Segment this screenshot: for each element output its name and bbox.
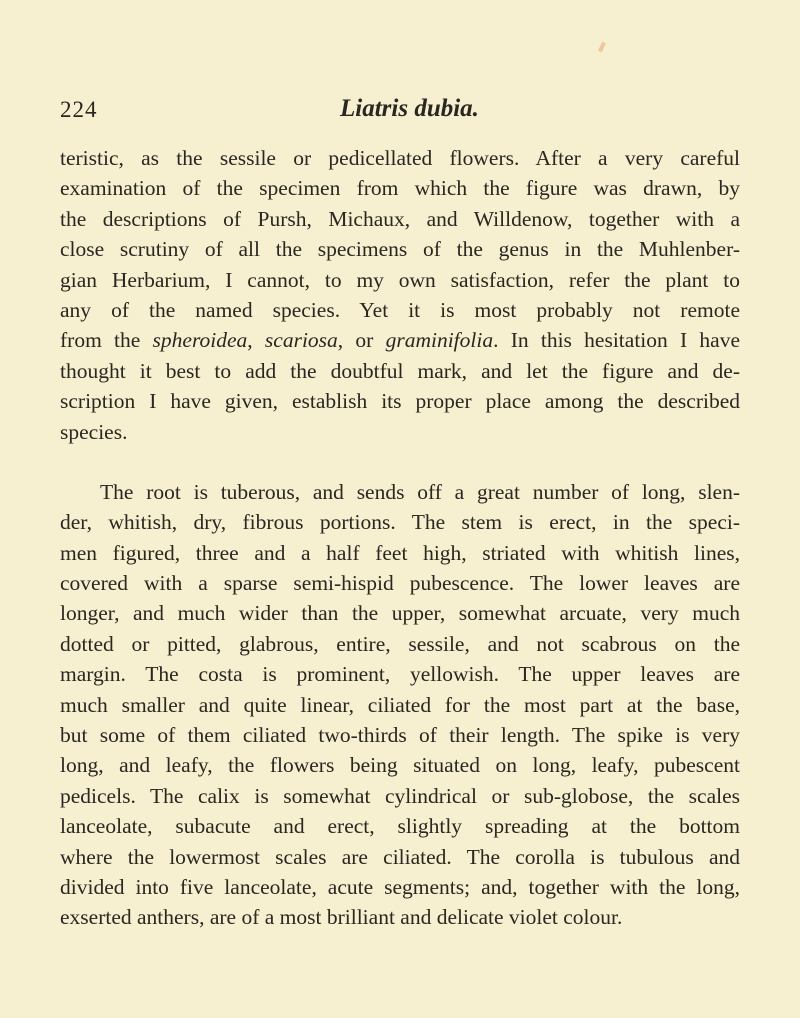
text-line: long, and leafy, the flowers being situated on long, leafy, pubescent xyxy=(60,753,740,778)
running-head xyxy=(0,97,800,131)
text-line: any of the named species. Yet it is most probably not remote xyxy=(60,297,740,322)
text-line: examination of the specimen from which the figure was drawn, by xyxy=(60,176,740,201)
text-line: the descriptions of Pursh, Michaux, and Willdenow, together with a xyxy=(60,206,740,231)
text-line: exserted anthers, are of a most brilliant and delicate violet colour. xyxy=(60,905,623,930)
text-line: men figured, three and a half feet high, striated with whitish lines, xyxy=(60,540,740,565)
text-line: longer, and much wider than the upper, somewhat arcuate, very much xyxy=(60,601,740,626)
paragraph-gap xyxy=(60,447,740,477)
species-name-italic: spheroidea xyxy=(152,328,248,353)
text-line: lanceolate, subacute and erect, slightly spreading at the bottom xyxy=(60,814,740,839)
text-line: covered with a sparse semi-hispid pubescence. The lower leaves are xyxy=(60,571,740,596)
text-line: much smaller and quite linear, ciliated for the most part at the base, xyxy=(60,692,740,717)
text-run: , xyxy=(247,328,265,353)
text-line-species-names xyxy=(60,325,740,355)
paragraph-1 xyxy=(60,143,740,447)
species-name-italic: scariosa xyxy=(264,328,338,353)
text-run: , or xyxy=(337,328,386,353)
text-line: teristic, as the sessile or pedicellated flowers. After a very careful xyxy=(60,146,740,170)
text-line: divided into five lanceolate, acute segments; and, together with the long, xyxy=(60,874,740,899)
text-line: thought it best to add the doubtful mark, and let the figure and de- xyxy=(60,358,740,383)
text-line: but some of them ciliated two-thirds of their length. The spike is very xyxy=(60,723,740,748)
text-line: pedicels. The calix is somewhat cylindrical or sub-globose, the scales xyxy=(60,783,740,808)
printing-mark xyxy=(598,42,606,53)
text-line: gian Herbarium, I cannot, to my own satisfaction, refer the plant to xyxy=(60,267,740,292)
text-run: from the xyxy=(60,328,153,353)
text-line: close scrutiny of all the specimens of the genus in the Muhlenber- xyxy=(60,237,740,262)
text-line: The root is tuberous, and sends off a great number of long, slen- xyxy=(100,479,740,504)
text-line: where the lowermost scales are ciliated. The corolla is tubulous and xyxy=(60,844,740,869)
text-run: . In this hesitation I have xyxy=(493,328,740,353)
text-line: species. xyxy=(60,419,128,444)
paragraph-2 xyxy=(60,477,740,933)
text-line: der, whitish, dry, fibrous portions. The stem is erect, in the speci- xyxy=(60,510,740,535)
text-line: scription I have given, establish its proper place among the described xyxy=(60,389,740,414)
page-number: 224 xyxy=(60,97,98,122)
species-name-italic: graminifolia xyxy=(385,328,494,353)
body-text xyxy=(60,143,740,933)
running-title: Liatris dubia. xyxy=(340,95,479,122)
text-line: margin. The costa is prominent, yellowish. The upper leaves are xyxy=(60,662,740,687)
text-line: dotted or pitted, glabrous, entire, sessile, and not scabrous on the xyxy=(60,631,740,656)
